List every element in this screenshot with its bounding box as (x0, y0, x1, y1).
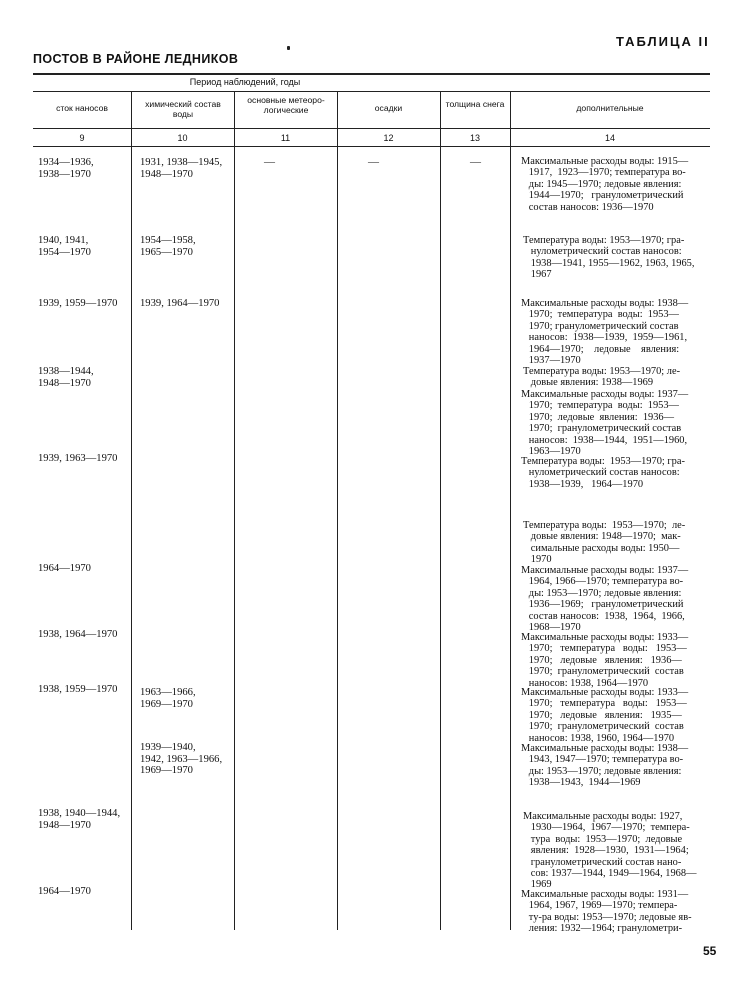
print-speck (287, 46, 290, 50)
additional-cell: Максимальные расходы воды: 1938— 1970; температура воды: 1953— 1970; гранулометрический состав наносов: 1938—1939, 1959—1961, 1964—1970; ледовые явления: 1937—1970 (521, 298, 689, 367)
page-title: ПОСТОВ В РАЙОНЕ ЛЕДНИКОВ (33, 52, 239, 66)
additional-cell: Температура воды: 1953—1970; гра- нулометрический состав наносов: 1938—1941, 1955—1962, 1963, 1965, 1967 (523, 235, 695, 281)
column-header-additional: дополнительные (576, 103, 644, 113)
column-header-sediment: сток наносов (56, 103, 108, 113)
additional-cell: Температура воды: 1953—1970; ле- довые явления: 1948—1970; мак- симальные расходы воды: 1950— 1970 (523, 520, 686, 566)
column-header-snow: толщина снега (445, 99, 505, 109)
col-divider-12-13 (440, 92, 441, 930)
sediment-cell: 1939, 1963—1970 (38, 453, 118, 464)
sediment-cell: 1938, 1940—1944, 1948—1970 (38, 808, 121, 831)
column-header-chemistry: химический состав воды (145, 99, 221, 119)
sediment-cell: 1940, 1941, 1954—1970 (38, 235, 91, 258)
column-number: 14 (604, 133, 615, 143)
additional-cell: Максимальные расходы воды: 1937— 1970; температура воды: 1953— 1970; ледовые явления: 1936— 1970; гранулометрический состав наносов: 1938—1944, 1951—1960, 1963—1970 (521, 389, 689, 458)
chemistry-cell: 1939, 1964—1970 (140, 298, 220, 309)
col-divider-9-10 (131, 92, 132, 930)
column-number: 11 (280, 133, 291, 143)
period-header: Период наблюдений, годы (189, 77, 301, 87)
column-number: 10 (177, 133, 188, 143)
sediment-cell: 1964—1970 (38, 886, 91, 897)
chemistry-cell: 1954—1958, 1965—1970 (140, 235, 196, 258)
chemistry-cell: 1939—1940, 1942, 1963—1966, 1969—1970 (140, 742, 223, 776)
chemistry-cell: 1931, 1938—1945, 1948—1970 (140, 157, 223, 180)
additional-cell: Максимальные расходы воды: 1938— 1943, 1947—1970; температура во- ды: 1953—1970; ледовые явления: 1938—1943, 1944—1969 (521, 743, 689, 789)
column-number: 9 (79, 133, 85, 143)
column-header-meteo: основные метеоро-логические (247, 95, 325, 115)
table-label: ТАБЛИЦА II (616, 34, 710, 49)
sediment-cell: 1938, 1959—1970 (38, 684, 118, 695)
additional-cell: Температура воды: 1953—1970; ле- довые явления: 1938—1969 (523, 366, 681, 389)
additional-cell: Максимальные расходы воды: 1937— 1964, 1966—1970; температура во- ды: 1953—1970; ледовые явления: 1936—1969; гранулометрический состав наносов: 1938, 1964, 1966, 1968—1970 (521, 565, 689, 634)
empty-dash: — (264, 156, 275, 168)
additional-cell: Максимальные расходы воды: 1927, 1930—1964, 1967—1970; темпера- тура воды: 1953—1970; ледовые явления: 1928—1930, 1931—1964; гранулометрический состав нано- сов: 1937—1944, 1949—1964, 1968— 1969 (523, 811, 697, 891)
header-rule (33, 128, 710, 129)
additional-cell: Максимальные расходы воды: 1915— 1917, 1923—1970; температура во- ды: 1945—1970; ледовые явления: 1944—1970; гранулометрический состав наносов: 1936—1970 (521, 156, 689, 213)
chemistry-cell: 1963—1966, 1969—1970 (140, 687, 196, 710)
sediment-cell: 1938—1944, 1948—1970 (38, 366, 94, 389)
additional-cell: Максимальные расходы воды: 1931— 1964, 1967, 1969—1970; темпера- ту-ра воды: 1953—1970; ледовые яв- ления: 1932—1964; гранулометри- (521, 889, 692, 935)
colnum-rule (33, 146, 710, 147)
period-rule (33, 91, 710, 92)
empty-dash: — (470, 156, 481, 168)
empty-dash: — (368, 156, 379, 168)
additional-cell: Максимальные расходы воды: 1933— 1970; температура воды: 1953— 1970; ледовые явления: 1935— 1970; гранулометрический состав наносов: 1938, 1960, 1964—1970 (521, 687, 689, 744)
col-divider-11-12 (337, 92, 338, 930)
page-number: 55 (703, 944, 717, 958)
additional-cell: Максимальные расходы воды: 1933— 1970; температура воды: 1953— 1970; ледовые явления: 1936— 1970; гранулометрический состав наносов: 1938, 1964—1970 (521, 632, 689, 689)
sediment-cell: 1939, 1959—1970 (38, 298, 118, 309)
sediment-cell: 1938, 1964—1970 (38, 629, 118, 640)
col-divider-13-14 (510, 92, 511, 930)
table-top-rule (33, 73, 710, 75)
column-header-precip: осадки (374, 103, 403, 113)
sediment-cell: 1964—1970 (38, 563, 91, 574)
column-number: 13 (469, 133, 480, 143)
col-divider-10-11 (234, 92, 235, 930)
additional-cell: Температура воды: 1953—1970; гра- нулометрический состав наносов: 1938—1939, 1964—1970 (521, 456, 685, 490)
column-number: 12 (383, 133, 394, 143)
sediment-cell: 1934—1936, 1938—1970 (38, 157, 94, 180)
